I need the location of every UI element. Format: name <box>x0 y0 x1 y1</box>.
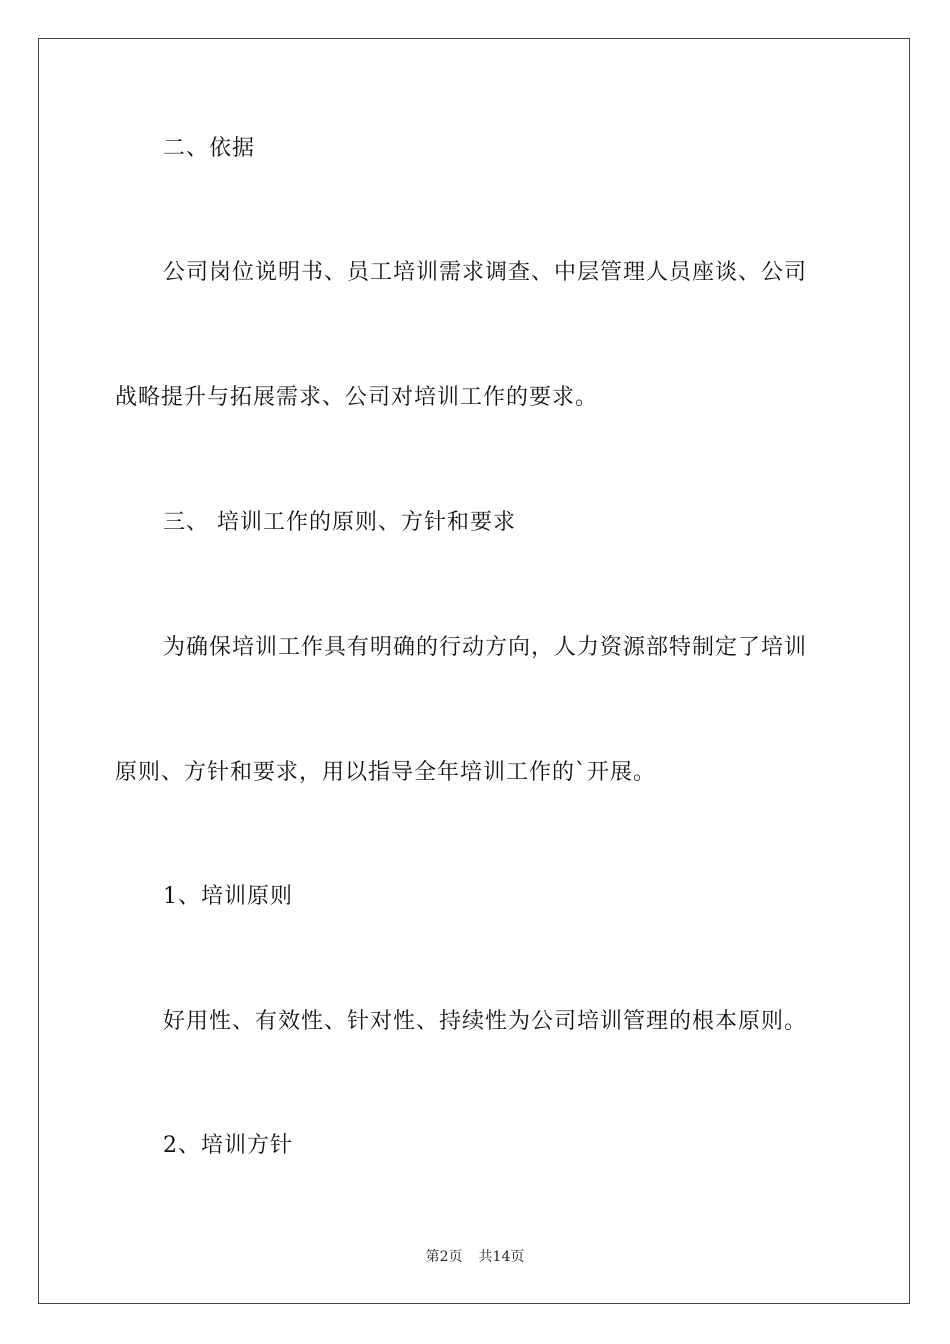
paragraph-line: 战略提升与拓展需求、公司对培训工作的要求。 <box>115 385 599 410</box>
page-total: 共14页 <box>478 1249 525 1265</box>
page-border <box>38 38 910 1304</box>
page-number: 第2页 <box>425 1249 463 1265</box>
section-heading-basis: 二、依据 <box>163 136 256 161</box>
paragraph-line: 公司岗位说明书、员工培训需求调查、中层管理人员座谈、公司 <box>163 260 808 285</box>
paragraph-line: 为确保培训工作具有明确的行动方向，人力资源部特制定了培训 <box>163 635 808 660</box>
page-footer <box>0 1248 950 1266</box>
section-heading-principles: 三、 培训工作的原则、方针和要求 <box>163 510 516 535</box>
subheading-training-policy: 2、培训方针 <box>163 1133 293 1158</box>
paragraph-line: 好用性、有效性、针对性、持续性为公司培训管理的根本原则。 <box>163 1009 808 1034</box>
subheading-training-principle: 1、培训原则 <box>163 884 293 909</box>
paragraph-line: 原则、方针和要求，用以指导全年培训工作的`开展。 <box>115 760 657 785</box>
